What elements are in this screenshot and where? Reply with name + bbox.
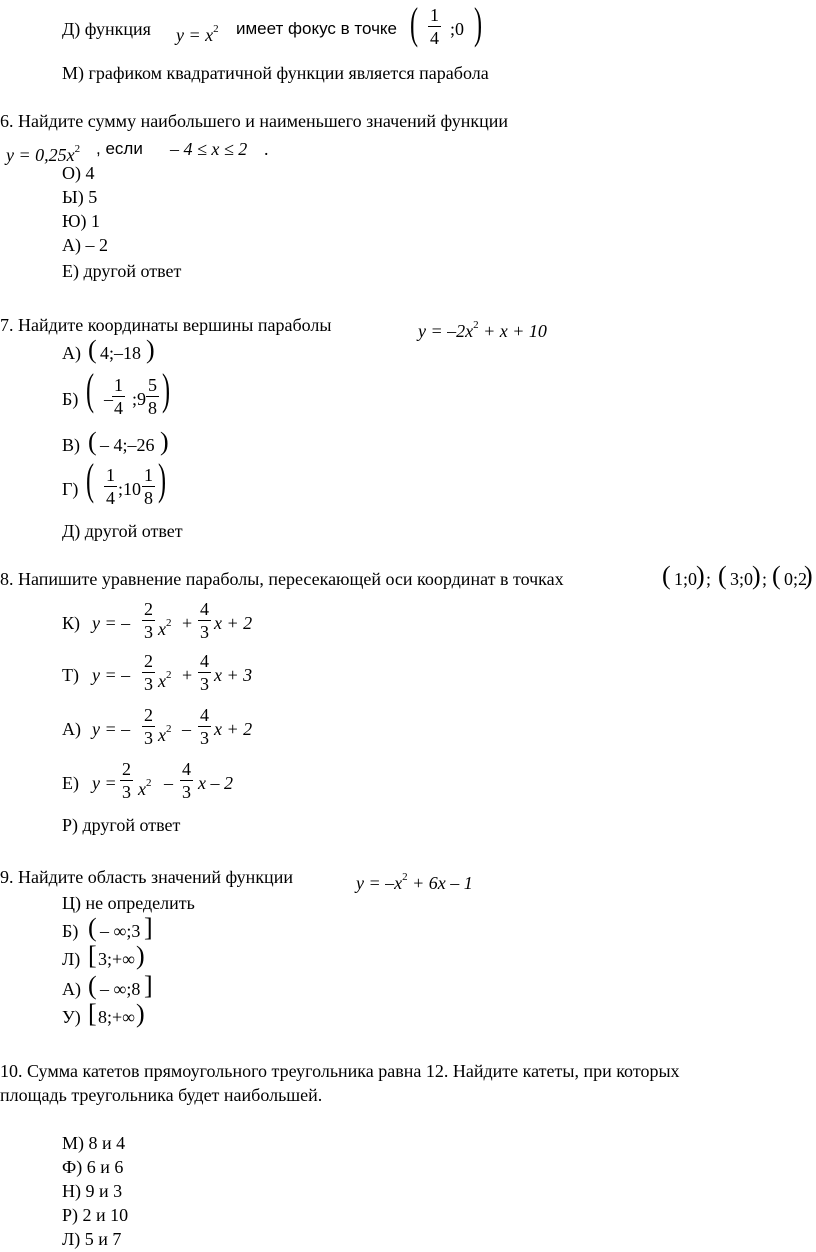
denominator: 3 bbox=[144, 622, 153, 642]
numerator: 2 bbox=[144, 651, 153, 671]
numerator: 2 bbox=[122, 759, 131, 779]
denominator: 3 bbox=[200, 728, 209, 748]
right-paren: ) bbox=[158, 455, 167, 504]
exponent: 2 bbox=[74, 143, 81, 155]
formula-rest: + 6x – 1 bbox=[407, 873, 473, 893]
formula-tail: x + 2 bbox=[214, 719, 253, 739]
operator: + bbox=[182, 613, 193, 633]
fraction bbox=[180, 758, 193, 803]
q9-a-label: А) bbox=[62, 979, 81, 999]
denominator: 3 bbox=[200, 622, 209, 642]
operator: – bbox=[182, 719, 191, 739]
q6-option: Е) другой ответ bbox=[62, 261, 182, 281]
q6-option: Ы) 5 bbox=[62, 187, 98, 207]
option-label: Е) bbox=[62, 773, 79, 793]
numerator: 4 bbox=[200, 705, 209, 725]
formula-x2 bbox=[138, 772, 152, 800]
operator: – bbox=[164, 773, 173, 793]
formula-text: y = 0,25x bbox=[6, 145, 75, 165]
separator: ; bbox=[706, 569, 712, 589]
formula-x2 bbox=[158, 612, 172, 640]
q9-l-value: 3;+∞ bbox=[98, 949, 135, 969]
left-paren: ( bbox=[86, 365, 95, 414]
denominator: 3 bbox=[144, 728, 153, 748]
q6-option: О) 4 bbox=[62, 163, 95, 183]
left-paren: ( bbox=[88, 335, 97, 364]
q9-b-label: Б) bbox=[62, 921, 79, 941]
exponent: 2 bbox=[166, 617, 172, 629]
q9-u-label: У) bbox=[62, 1007, 81, 1027]
numerator: 2 bbox=[144, 705, 153, 725]
variable: x bbox=[138, 779, 146, 799]
exponent: 2 bbox=[402, 871, 408, 883]
q8-r-label: Р) другой ответ bbox=[62, 815, 181, 835]
formula-lead: y = – bbox=[92, 665, 131, 685]
numerator: 2 bbox=[144, 599, 153, 619]
option-label: А) bbox=[62, 719, 81, 739]
point-rest: ;0 bbox=[450, 19, 465, 39]
variable: x bbox=[158, 671, 166, 691]
numerator: 1 bbox=[144, 465, 153, 485]
formula-lead: y = – bbox=[92, 613, 131, 633]
variable: x bbox=[158, 619, 166, 639]
left-bracket: [ bbox=[88, 999, 97, 1028]
fraction bbox=[198, 598, 211, 643]
question-9-formula bbox=[356, 866, 473, 894]
q10-option: Н) 9 и 3 bbox=[62, 1181, 123, 1201]
fraction bbox=[142, 464, 155, 509]
left-paren: ( bbox=[662, 561, 671, 590]
question-6-cond: , если bbox=[96, 139, 143, 158]
question-7-formula bbox=[418, 314, 547, 342]
q7-a-value: 4;–18 bbox=[100, 343, 142, 363]
q10-option: Р) 2 и 10 bbox=[62, 1205, 129, 1225]
operator: + bbox=[182, 665, 193, 685]
formula-text: y = x bbox=[176, 25, 214, 45]
option-d-text: имеет фокус в точке bbox=[236, 19, 398, 38]
formula-lead: y = – bbox=[92, 719, 131, 739]
denominator: 8 bbox=[148, 398, 157, 418]
q9-b-value: – ∞;3 bbox=[100, 921, 141, 941]
right-paren: ) bbox=[752, 561, 761, 590]
right-paren: ) bbox=[696, 561, 705, 590]
fraction bbox=[112, 374, 125, 419]
question-6-range: – 4 ≤ x ≤ 2 bbox=[170, 139, 248, 159]
right-paren: ) bbox=[136, 941, 145, 970]
numerator: 4 bbox=[182, 759, 191, 779]
denominator: 3 bbox=[144, 674, 153, 694]
left-paren: ( bbox=[772, 561, 781, 590]
formula-x2 bbox=[158, 664, 172, 692]
fraction bbox=[120, 758, 133, 803]
exponent: 2 bbox=[473, 319, 479, 331]
formula-x2 bbox=[158, 718, 172, 746]
denominator: 4 bbox=[430, 28, 439, 48]
numerator: 4 bbox=[200, 599, 209, 619]
right-paren: ) bbox=[474, 0, 483, 48]
fraction bbox=[198, 650, 211, 695]
question-10-text-1: 10. Сумма катетов прямоугольного треугольника равна 12. Найдите катеты, при которых bbox=[0, 1061, 680, 1081]
question-6-dot: . bbox=[264, 139, 269, 159]
question-10-text-2: площадь треугольника будет наибольшей. bbox=[0, 1085, 323, 1105]
question-8-text: 8. Напишите уравнение параболы, пересекающей оси координат в точках bbox=[0, 569, 564, 589]
numerator: 1 bbox=[106, 465, 115, 485]
fraction bbox=[142, 704, 155, 749]
denominator: 4 bbox=[106, 488, 115, 508]
fraction bbox=[104, 464, 117, 509]
right-paren: ) bbox=[136, 999, 145, 1028]
right-paren: ) bbox=[160, 427, 169, 456]
question-9-text: 9. Найдите область значений функции bbox=[0, 867, 293, 887]
left-paren: ( bbox=[718, 561, 727, 590]
q9-c-label: Ц) не определить bbox=[62, 893, 195, 913]
option-d-label: Д) функция bbox=[62, 19, 151, 39]
left-paren: ( bbox=[410, 0, 419, 48]
option-label: К) bbox=[62, 613, 80, 633]
right-paren: ) bbox=[804, 561, 813, 590]
denominator: 3 bbox=[122, 782, 131, 802]
q8-point-1: 1;0 bbox=[674, 569, 698, 589]
numerator: 1 bbox=[114, 375, 123, 395]
q7-g-label: Г) bbox=[62, 479, 79, 499]
numerator: 1 bbox=[430, 5, 439, 25]
formula-tail: x – 2 bbox=[198, 773, 233, 793]
q9-a-value: – ∞;8 bbox=[100, 979, 141, 999]
formula-lead: y = bbox=[92, 773, 117, 793]
numerator: 4 bbox=[200, 651, 209, 671]
option-m: М) графиком квадратичной функции является парабола bbox=[62, 63, 489, 83]
right-paren: ) bbox=[146, 335, 155, 364]
q7-b-mid: ;9 bbox=[132, 389, 147, 409]
q7-d-label: Д) другой ответ bbox=[62, 521, 183, 541]
denominator: 3 bbox=[200, 674, 209, 694]
left-paren: ( bbox=[88, 913, 97, 942]
left-paren: ( bbox=[88, 971, 97, 1000]
denominator: 3 bbox=[182, 782, 191, 802]
formula-text: y = –2x bbox=[418, 321, 474, 341]
q9-l-label: Л) bbox=[62, 949, 81, 969]
fraction bbox=[142, 598, 155, 643]
formula-rest: + x + 10 bbox=[478, 321, 547, 341]
minus-sign: – bbox=[104, 389, 113, 409]
q7-v-label: В) bbox=[62, 435, 80, 455]
q7-b-label: Б) bbox=[62, 389, 79, 409]
q7-a-label: А) bbox=[62, 343, 81, 363]
q7-g-mid: ;10 bbox=[118, 479, 142, 499]
exponent: 2 bbox=[146, 777, 152, 789]
variable: x bbox=[158, 725, 166, 745]
left-paren: ( bbox=[86, 455, 95, 504]
q10-option: Ф) 6 и 6 bbox=[62, 1157, 124, 1177]
exponent: 2 bbox=[213, 23, 219, 35]
q8-point-3: 0;2 bbox=[784, 569, 808, 589]
q9-u-value: 8;+∞ bbox=[98, 1007, 135, 1027]
denominator: 4 bbox=[114, 398, 123, 418]
q7-v-value: – 4;–26 bbox=[100, 435, 155, 455]
question-7-text: 7. Найдите координаты вершины параболы bbox=[0, 315, 332, 335]
formula-text: y = –x bbox=[356, 873, 403, 893]
separator: ; bbox=[762, 569, 768, 589]
q8-point-2: 3;0 bbox=[730, 569, 754, 589]
option-d-formula bbox=[176, 18, 219, 46]
exponent: 2 bbox=[166, 669, 172, 681]
formula-tail: x + 2 bbox=[214, 613, 253, 633]
q6-option: А) – 2 bbox=[62, 235, 108, 255]
fraction bbox=[146, 374, 159, 419]
right-bracket: ] bbox=[144, 913, 153, 942]
left-paren: ( bbox=[88, 427, 97, 456]
fraction bbox=[198, 704, 211, 749]
fraction bbox=[428, 4, 441, 49]
right-bracket: ] bbox=[144, 971, 153, 1000]
right-paren: ) bbox=[162, 365, 171, 414]
fraction bbox=[142, 650, 155, 695]
denominator: 8 bbox=[144, 488, 153, 508]
numerator: 5 bbox=[148, 375, 157, 395]
option-label: Т) bbox=[62, 665, 79, 685]
q10-option: М) 8 и 4 bbox=[62, 1133, 126, 1153]
q6-option: Ю) 1 bbox=[62, 211, 100, 231]
exponent: 2 bbox=[166, 723, 172, 735]
formula-tail: x + 3 bbox=[214, 665, 253, 685]
question-6-text: 6. Найдите сумму наибольшего и наименьшего значений функции bbox=[0, 111, 509, 131]
left-bracket: [ bbox=[88, 941, 97, 970]
q10-option: Л) 5 и 7 bbox=[62, 1229, 122, 1249]
